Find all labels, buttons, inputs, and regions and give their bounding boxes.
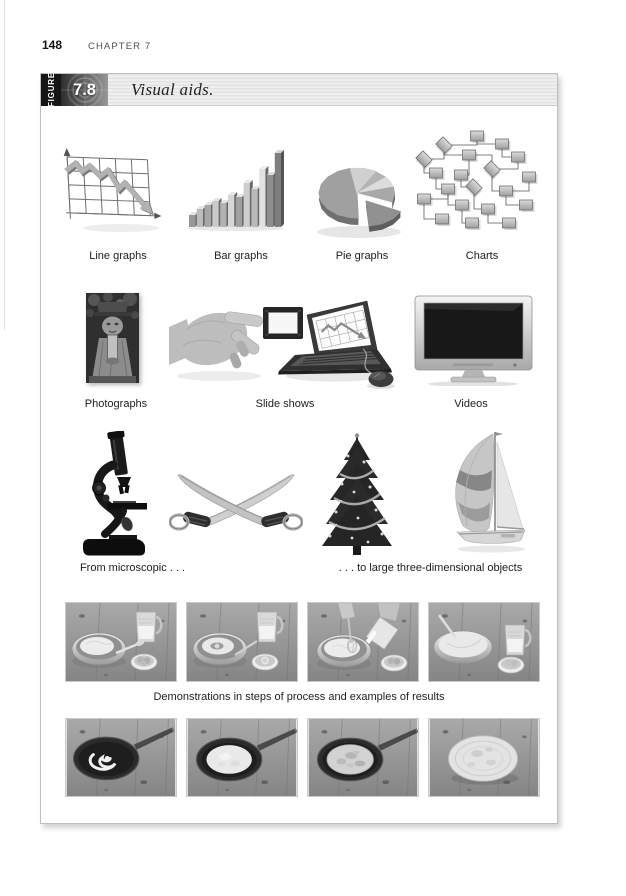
photograph-illustration bbox=[86, 293, 139, 383]
bar-graph-image bbox=[186, 139, 289, 231]
demo-photo-batter-image bbox=[429, 603, 539, 681]
figure-title: Visual aids. bbox=[131, 80, 214, 99]
page-number: 148 bbox=[42, 38, 63, 52]
label-pie-graphs: Pie graphs bbox=[335, 250, 389, 262]
label-from-microscopic: From microscopic . . . bbox=[79, 562, 186, 574]
flatscreen-tv-image bbox=[413, 295, 534, 386]
demo-photo-flour-well bbox=[187, 603, 297, 681]
figure-number: 7.8 bbox=[73, 80, 96, 99]
daggers-illustration bbox=[169, 466, 303, 534]
sailboat-image bbox=[429, 428, 529, 554]
page-edge-line bbox=[4, 0, 5, 330]
flowchart-image bbox=[414, 129, 541, 239]
pan-photo-browned-pancake bbox=[308, 719, 418, 796]
label-slide-shows: Slide shows bbox=[255, 398, 315, 410]
pan-photo-browned-pancake-image bbox=[308, 719, 418, 796]
pie-graph-illustration bbox=[309, 147, 409, 243]
demo-photo-flour-bowl bbox=[66, 603, 176, 681]
christmas-tree-image bbox=[318, 432, 397, 557]
pie-graph-image bbox=[309, 147, 409, 243]
pan-photo-spiral bbox=[66, 719, 176, 796]
slide-show-image bbox=[169, 293, 396, 391]
figure-box bbox=[40, 73, 558, 824]
line-graph-image bbox=[61, 146, 164, 236]
charts-illustration bbox=[414, 129, 541, 239]
line-graph-illustration bbox=[61, 146, 164, 236]
figure-strip bbox=[41, 74, 61, 106]
demo-photo-pouring bbox=[308, 603, 418, 681]
crossed-daggers-image bbox=[169, 466, 303, 534]
label-bar-graphs: Bar graphs bbox=[214, 250, 268, 262]
pan-photo-finished-pancake bbox=[429, 719, 539, 796]
chapter-heading: CHAPTER 7 bbox=[88, 41, 152, 52]
statue-photo-image bbox=[86, 293, 139, 383]
demo-caption: Demonstrations in steps of process and examples of results bbox=[153, 691, 445, 703]
slide-show-illustration bbox=[169, 293, 396, 391]
demo-photo-batter bbox=[429, 603, 539, 681]
label-charts: Charts bbox=[465, 250, 499, 262]
pan-photo-pale-pancake-image bbox=[187, 719, 297, 796]
bar-graph-illustration bbox=[186, 139, 289, 231]
christmas-tree-illustration bbox=[318, 432, 397, 557]
demo-photo-pouring-image bbox=[308, 603, 418, 681]
label-line-graphs: Line graphs bbox=[89, 250, 147, 262]
label-to-large-objects: . . . to large three-dimensional objects bbox=[338, 562, 523, 574]
demo-photo-flour-bowl-image bbox=[66, 603, 176, 681]
label-videos: Videos bbox=[454, 398, 488, 410]
figure-strip-label: FIGURE bbox=[46, 72, 56, 108]
videos-illustration bbox=[413, 295, 534, 386]
pan-photo-spiral-image bbox=[66, 719, 176, 796]
figure-title-bar bbox=[108, 74, 557, 106]
label-photographs: Photographs bbox=[84, 398, 148, 410]
demo-photo-flour-well-image bbox=[187, 603, 297, 681]
sailboat-illustration bbox=[429, 428, 529, 554]
figure-header bbox=[41, 74, 557, 106]
microscope-image bbox=[79, 431, 153, 558]
pan-photo-finished-pancake-image bbox=[429, 719, 539, 796]
figure-number-medallion bbox=[61, 74, 108, 106]
pan-photo-pale-pancake bbox=[187, 719, 297, 796]
microscope-illustration bbox=[79, 431, 153, 558]
